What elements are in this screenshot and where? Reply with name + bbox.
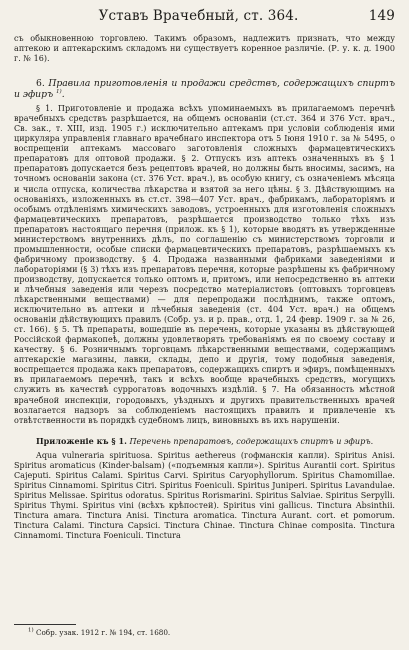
appendix-preparations-list: Aqua vulneraria spirituosa. Spiritus aethereus (гофманскія капли). Spiritus Anisi. Spiritus aromaticus (Kinder-balsam) («подъемныя капли»). Spiritus Aurantii cort. Spiritus Cajeputi. Spiritus Calami. Spiritus Carvi. Spiritus Caryophyllorum. Spiritus Chamomillae. Spiritus Cinnamomi. Spiritus Citri. Spiritus Foeniculi. Spiritus Juniperi. Spiritus Lavandulae. Spiritus Melissae. Spiritus odoratus. Spiritus Rorismarini. Spiritus Salviae. Spiritus Serpylli. Spiritus Thymi. Spiritus vini (всѣхъ крѣпостей). Spiritus vini gallicus. Tinctura Absinthii. Tinctura amara. Tinctura Anisi. Tinctura aromatica. Tinctura Aurant. cort. et pomorum. Tinctura Calami. Tinctura Capsici. Tinctura Chinae. Tinctura Chinae composita. Tinctura Cinnamomi. Tinctura Foeniculi. Tinctura [14, 450, 395, 541]
footnote-separator [14, 624, 76, 625]
section-number: 6. [36, 78, 45, 90]
appendix-label: Приложеніе къ § 1. [36, 435, 127, 446]
page-number: 149 [368, 8, 395, 24]
section-heading: 6. Правила приготовленія и продажи средствъ, содержащихъ спиртъ и эфиръ $^{1)}$. [14, 78, 396, 101]
section-footnote-ref: 1) [56, 89, 62, 96]
appendix-heading [14, 436, 395, 447]
running-header [14, 8, 395, 28]
footnote-text: Собр. узак. 1912 г. № 194, ст. 1680. [35, 628, 171, 637]
section-body-paragraph: § 1. Приготовленіе и продажа всѣхъ упоминаемыхъ въ прилагаемомъ перечнѣ врачебныхъ средствъ разрѣшается, на общемъ основаніи (ст.ст. 364 и 376 Уст. врач., Св. зак., т. XIII, изд. 1905 г.) исключительно аптекамъ при условіи соблюденія ими циркуляра управленія главнаго врачебнаго инспектора отъ 5 Іюня 1910 г. за № 5495, о воспрещеніи аптекамъ массоваго заготовленія сложныхъ фармацевтическихъ препаратовъ для оптовой продажи. § 2. Отпускъ изъ аптекъ означенныхъ въ § 1 препаратовъ допускается безъ рецептовъ врачей, но должны быть вносимы, засимъ, на точномъ основаніи закона (ст. 376 Уст. врач.), въ особую книгу, съ означеніемъ мѣсяца и числа отпуска, количества лѣкарства и взятой за него цѣны. § 3. Дѣйствующимъ на основаніяхъ, изложенныхъ въ ст.ст. 398—407 Уст. врач., фабрикамъ, лабораторіямъ и особымъ отдѣленіямъ химическихъ заводовъ, устроенныхъ для изготовленія сложныхъ фармацевтическихъ препаратовъ, разрѣшается производство только тѣхъ изъ препаратовъ настоящаго перечня (прилож. къ § 1), которые вводятъ въ утвержденные министерствомъ внутреннихъ дѣлъ, по соглашенію съ министерствомъ торговли и промышленности, особые списки фармацевтическихъ препаратовъ, разрѣшаемыхъ къ фабричному производству. § 4. Продажа названными фабриками заведеніями и лабораторіями (§ 3) тѣхъ изъ препаратовъ перечня, которые разрѣшены къ фабричному производству, допускается только оптомъ и, притомъ, или непосредственно въ аптеки и лѣчебныя заведенія или черезъ посредство матеріалистовъ (оптовыхъ торговцевъ лѣкарственными веществами) — для перепродажи послѣднимъ, также оптомъ, исключительно въ аптеки и лѣчебныя заведенія (ст. 404 Уст. врач.) на общемъ основаніи дѣйствующихъ правилъ (Собр. уз. и р. прав., отд. 1, 24 февр. 1909 г. за № 26, ст. 166). § 5. Тѣ препараты, вошедшіе въ перечень, которые указаны въ дѣйствующей Россійской фармакопеѣ, должны удовлетворять требованіямъ ея по своему составу и качеству. § 6. Розничнымъ торговцамъ лѣкарственными веществами, содержащимъ аптекарскіе магазины, лавки, склады, депо и другія, тому подобныя заведенія, воспрещается продажа какъ препаратовъ, содержащихъ спиртъ и эфиръ, помѣщенныхъ въ прилагаемомъ перечнѣ, такъ и всѣхъ вообще врачебныхъ средствъ, могущихъ служить въ качествѣ суррогатовъ водочныхъ издѣлій. § 7. На обязанность мѣстной врачебной инспекціи, городовыхъ, уѣздныхъ и другихъ правительственныхъ врачей возлагается надзоръ за соблюденіемъ настоящихъ правилъ и привлеченіе къ отвѣтственности въ порядкѣ судебномъ лицъ, виновныхъ въ ихъ нарушеніи. [14, 104, 395, 425]
intro-paragraph: съ обыкновенною торговлею. Такимъ образомъ, надлежитъ признать, что между аптекою и аптекарскимъ складомъ ни существуетъ коренное различіе. (Р. у. к. д. 1900 г. № 16). [14, 34, 395, 64]
appendix-title: Перечень препаратовъ, содержащихъ спиртъ и эфиръ. [129, 436, 374, 446]
footnote [14, 628, 395, 637]
header-title: Уставъ Врачебный, ст. 364. [98, 8, 299, 24]
section-title: Правила приготовленія и продажи средствъ, содержащихъ спиртъ и эфиръ [14, 78, 396, 101]
footnote-marker: 1) [28, 627, 34, 634]
